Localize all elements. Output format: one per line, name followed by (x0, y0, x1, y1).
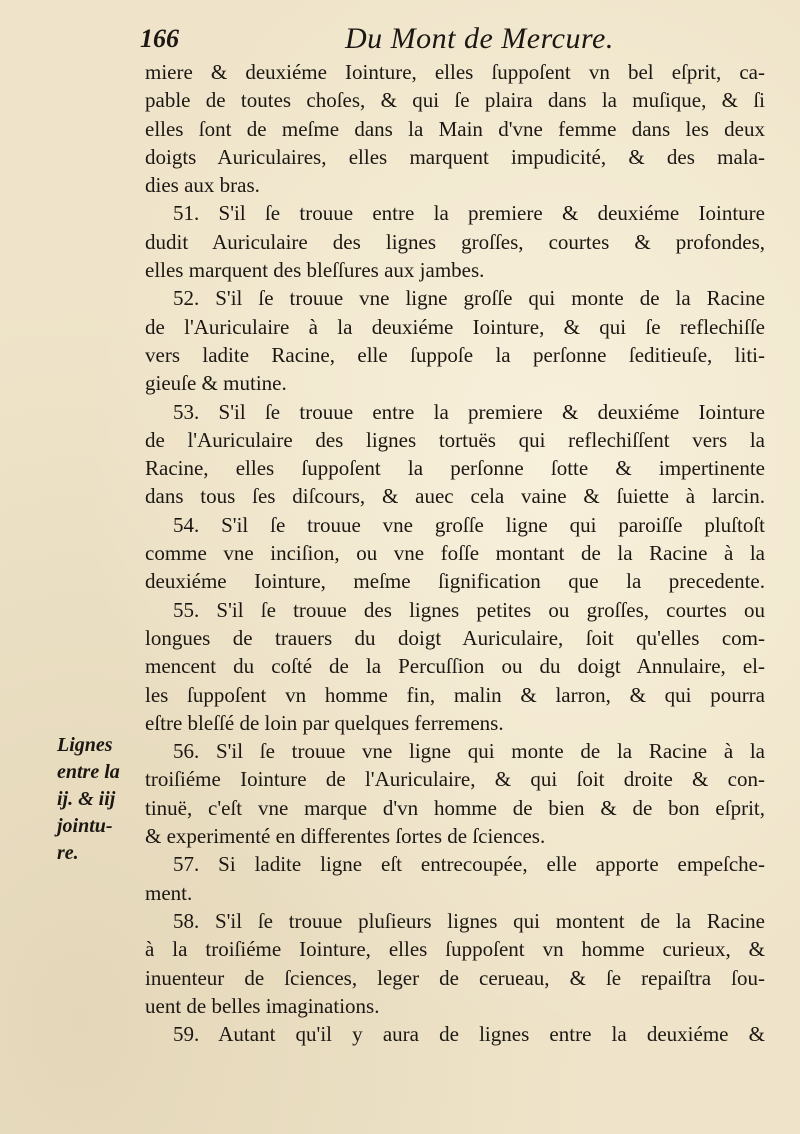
margin-note-line: ij. & iij (57, 788, 116, 810)
text-line: miere & deuxiéme Iointure, elles ſuppoſent vn bel eſprit, ca- (145, 60, 765, 84)
text-line: de l'Auriculaire à la deuxiéme Iointure, & qui ſe reflechiſſe (145, 314, 765, 339)
text-line: de l'Auriculaire des lignes tortuës qui reflechiſſent vers la (145, 427, 765, 452)
text-line: 54. S'il ſe trouue vne groſſe ligne qui paroiſſe pluſtoſt (173, 512, 765, 537)
page-header (140, 20, 780, 60)
text-line: & experimenté en differentes ſortes de ſciences. (145, 824, 546, 849)
text-line: dies aux bras. (145, 173, 260, 198)
running-title: Du Mont de Mercure. (345, 22, 614, 55)
text-line: les ſuppoſent vn homme fin, malin & larron, & qui pourra (145, 682, 765, 707)
text-line: à la troiſiéme Iointure, elles ſuppoſent vn homme curieux, & (145, 937, 765, 962)
text-line: ment. (145, 880, 193, 905)
margin-note (57, 732, 142, 867)
text-line: 58. S'il ſe trouue pluſieurs lignes qui montent de la Racine (173, 908, 765, 933)
text-line: 51. S'il ſe trouue entre la premiere & deuxiéme Iointure (173, 201, 765, 226)
text-line: 53. S'il ſe trouue entre la premiere & deuxiéme Iointure (173, 399, 765, 424)
text-line: 59. Autant qu'il y aura de lignes entre la deuxiéme & (173, 1022, 765, 1047)
text-line: deuxiéme Iointure, meſme ſignification que la precedente. (145, 569, 765, 594)
text-line: comme vne inciſion, ou vne foſſe montant de la Racine à la (145, 541, 765, 566)
margin-note-line: entre la (57, 761, 120, 783)
margin-note-line: jointu- (57, 815, 113, 837)
text-line: troiſiéme Iointure de l'Auriculaire, & qui ſoit droite & con- (145, 767, 765, 792)
text-line: 52. S'il ſe trouue vne ligne groſſe qui monte de la Racine (173, 286, 765, 311)
text-line: gieuſe & mutine. (145, 371, 287, 396)
text-line: 56. S'il ſe trouue vne ligne qui monte de la Racine à la (173, 739, 765, 764)
text-line: elles ſont de meſme dans la Main d'vne femme dans les deux (145, 116, 765, 141)
text-line: 57. Si ladite ligne eſt entrecoupée, elle apporte empeſche- (173, 852, 765, 877)
text-line: uent de belles imaginations. (145, 993, 380, 1018)
margin-note-line: re. (57, 842, 79, 864)
text-line: tinuë, c'eſt vne marque d'vn homme de bien & de bon eſprit, (145, 795, 765, 820)
text-line: eſtre bleſſé de loin par quelques ferremens. (145, 710, 504, 735)
text-line: Racine, elles ſuppoſent la perſonne ſotte & impertinente (145, 456, 765, 481)
text-line: elles marquent des bleſſures aux jambes. (145, 258, 485, 283)
text-line: dudit Auriculaire des lignes groſſes, courtes & profondes, (145, 229, 765, 254)
margin-note-line: Lignes (57, 734, 113, 756)
text-line: inuenteur de ſciences, leger de cerueau, & ſe repaiſtra ſou- (145, 965, 765, 990)
text-line: doigts Auriculaires, elles marquent impudicité, & des mala- (145, 144, 765, 169)
text-line: dans tous ſes diſcours, & auec cela vaine & ſuiette à larcin. (145, 484, 765, 509)
text-line: vers ladite Racine, elle ſuppoſe la perſonne ſeditieuſe, liti- (145, 342, 765, 367)
text-line: longues de trauers du doigt Auriculaire, ſoit qu'elles com- (145, 625, 765, 650)
page-number: 166 (140, 24, 179, 53)
text-line: pable de toutes choſes, & qui ſe plaira dans la muſique, & ſi (145, 88, 765, 113)
text-line: mencent du coſté de la Percuſſion ou du doigt Annulaire, el- (145, 654, 765, 679)
body-text (145, 58, 765, 1048)
text-line: 55. S'il ſe trouue des lignes petites ou groſſes, courtes ou (173, 597, 765, 622)
